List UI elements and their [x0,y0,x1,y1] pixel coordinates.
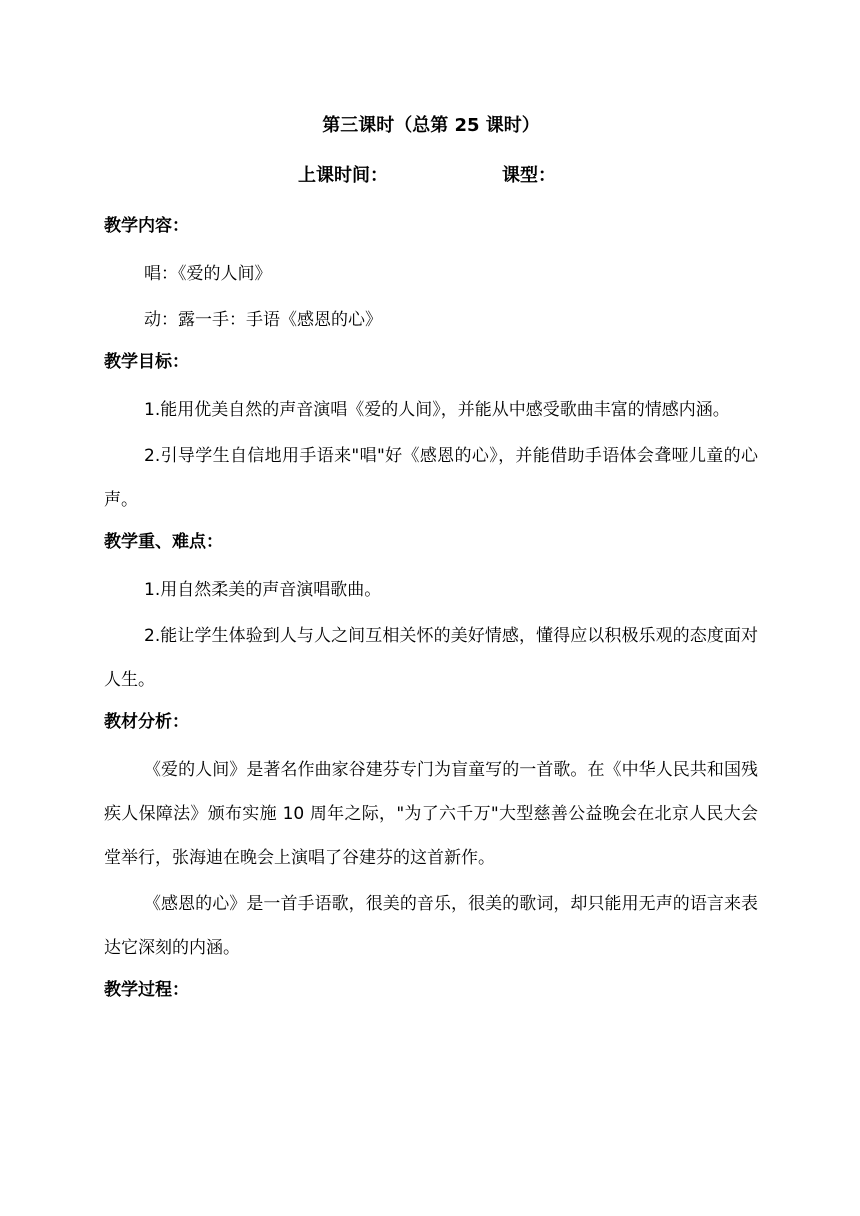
section-heading-content: 教学内容： [104,216,189,236]
section-heading-objectives: 教学目标： [104,352,189,372]
section-heading-key-points: 教学重、难点： [104,532,223,552]
analysis-paragraph-2: 《感恩的心》是一首手语歌，很美的音乐，很美的歌词，却只能用无声的语言来表达它深刻的内涵。 [104,894,758,958]
lesson-type-label: 课型： [502,165,556,186]
lesson-time-label: 上课时间： [298,165,388,186]
section-heading-process: 教学过程： [104,980,189,1000]
lesson-title: 第三课时（总第 25 课时） [322,115,540,136]
objective-item-2: 2.引导学生自信地用手语来"唱"好《感恩的心》，并能借助手语体会聋哑儿童的心声。 [104,446,758,510]
objective-item-1: 1.能用优美自然的声音演唱《爱的人间》，并能从中感受歌曲丰富的情感内涵。 [144,400,730,420]
content-item-move: 动：露一手：手语《感恩的心》 [144,310,382,330]
lesson-meta-line [104,158,758,194]
content-item-sing: 唱：《爱的人间》 [144,264,272,284]
key-point-item-1: 1.用自然柔美的声音演唱歌曲。 [144,580,382,600]
document-content [104,108,758,1016]
section-heading-analysis: 教材分析： [104,712,189,732]
analysis-paragraph-1: 《爱的人间》是著名作曲家谷建芬专门为盲童写的一首歌。在《中华人民共和国残疾人保障法》颁布实施 10 周年之际，"为了六千万"大型慈善公益晚会在北京人民大会堂举行，张海迪在晚会上演唱了谷建芬的这首新作。 [104,760,758,868]
key-point-item-2: 2.能让学生体验到人与人之间互相关怀的美好情感，懂得应以积极乐观的态度面对人生。 [104,626,758,690]
